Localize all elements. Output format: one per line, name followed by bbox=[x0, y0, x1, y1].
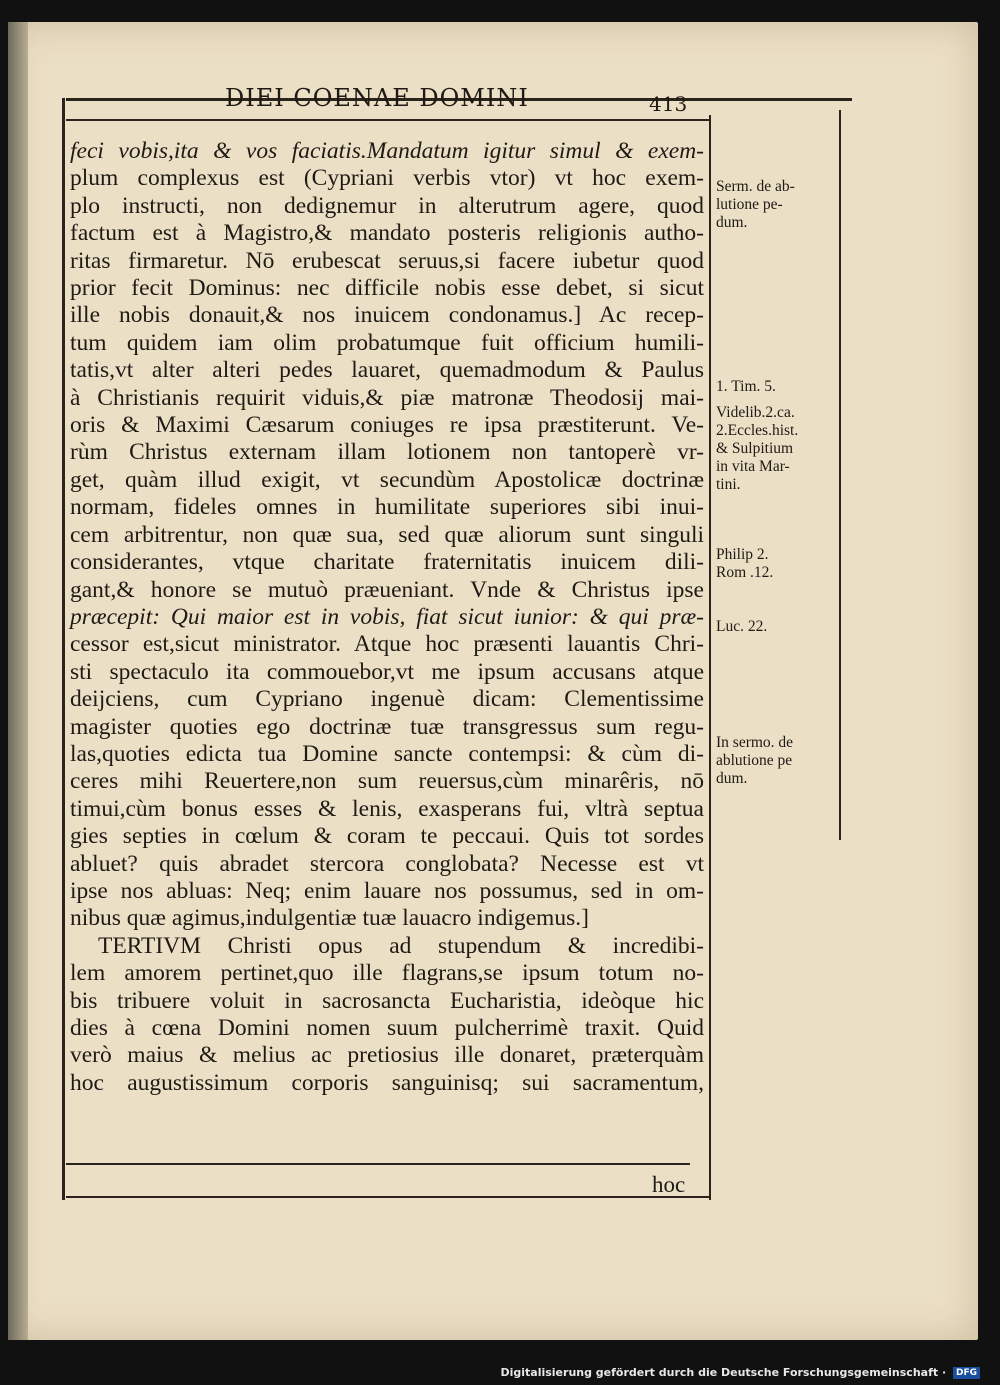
margin-note bbox=[716, 378, 844, 396]
main-text bbox=[70, 138, 712, 1097]
text-line: abluet? quis abradet stercora conglobata? Necesse est vt bbox=[70, 850, 704, 877]
text-line: factum est à Magistro,& mandato posteris religionis autho- bbox=[70, 220, 704, 247]
text-line: gies septies in cœlum & coram te peccaui. Quis tot sordes bbox=[70, 823, 704, 850]
page-number: 413 bbox=[649, 92, 688, 116]
text-line: ritas firmaretur. Nō erubescat seruus,si facere iubetur quod bbox=[70, 247, 704, 274]
catchword: hoc bbox=[652, 1172, 686, 1197]
text-line: TERTIVM Christi opus ad stupendum & incredibi- bbox=[98, 932, 704, 959]
text-line: nibus quæ agimus,indulgentiæ tuæ lauacro indigemus.] bbox=[70, 905, 589, 932]
text-line: plum complexus est (Cypriani verbis vtor) vt hoc exem- bbox=[70, 165, 704, 192]
margin-note bbox=[716, 734, 844, 788]
text-line: get, quàm illud exigit, vt secundùm Apostolicæ doctrinæ bbox=[70, 466, 704, 493]
text-line: ceres mihi Reuertere,non sum reuersus,cùm minarêris, nō bbox=[70, 768, 704, 795]
margin-note-line: In sermo. de bbox=[716, 734, 794, 751]
margin-note-line: Philip 2. bbox=[716, 546, 769, 563]
running-head: DIEI COENAE DOMINI bbox=[225, 84, 529, 112]
text-line: bis tribuere voluit in sacrosancta Eucharistia, ideòque hic bbox=[70, 987, 704, 1014]
text-line: rùm Christus externam illam lotionem non tantoperè vr- bbox=[70, 439, 704, 466]
margin-note-line: & Sulpitium bbox=[716, 440, 794, 457]
footer-text: Digitalisierung gefördert durch die Deutsche Forschungsgemeinschaft bbox=[500, 1366, 939, 1379]
left-rule bbox=[62, 98, 65, 1200]
margin-note-line: Luc. 22. bbox=[716, 618, 768, 635]
margin-note-line: lutione pe- bbox=[716, 196, 783, 213]
text-line: cessor est,sicut ministrator. Atque hoc præsenti lauantis Chri- bbox=[70, 631, 704, 658]
margin-note-line: in vita Mar- bbox=[716, 458, 790, 475]
dfg-logo: DFG bbox=[953, 1367, 980, 1379]
text-line: ipse nos abluas: Neq; enim lauare nos possumus, sed in om- bbox=[70, 877, 704, 904]
margin-note bbox=[716, 404, 844, 494]
text-line: magister quoties ego doctrinæ tuæ transgressus sum regu- bbox=[70, 713, 704, 740]
text-line: lem amorem pertinet,quo ille flagrans,se ipsum totum no- bbox=[70, 960, 704, 987]
header-underline bbox=[66, 119, 711, 121]
text-line: normam, fideles omnes in humilitate superiores sibi inui- bbox=[70, 494, 704, 521]
margin-note-line: dum. bbox=[716, 214, 748, 231]
bottom-rule bbox=[66, 1163, 690, 1165]
text-line: dies à cœna Domini nomen suum pulcherrimè traxit. Quid bbox=[70, 1015, 704, 1041]
margin-note-line: Videlib.2.ca. bbox=[716, 404, 795, 421]
margin-note-line: dum. bbox=[716, 770, 748, 787]
margin-note bbox=[716, 618, 844, 636]
margin-note-line: 1. Tim. 5. bbox=[716, 378, 776, 395]
text-line: cem arbitrentur, non quæ sua, sed quæ aliorum sunt singuli bbox=[70, 521, 704, 548]
text-line: deijciens, cum Cypriano ingenuè dicam: Clementissime bbox=[70, 686, 704, 713]
text-line: las,quoties edicta tua Domine sancte contempsi: & cùm di- bbox=[70, 740, 704, 767]
margin-note-line: tini. bbox=[716, 476, 741, 493]
text-line: à Christianis requirit viduis,& piæ matronæ Theodosij mai- bbox=[70, 384, 704, 411]
text-line: plo instructi, non dedignemur in alterutrum agere, quod bbox=[70, 192, 704, 219]
text-line: tatis,vt alter alteri pedes lauaret, quemadmodum & Paulus bbox=[70, 357, 704, 384]
page-edge bbox=[8, 22, 28, 1340]
margin-note-line: 2.Eccles.hist. bbox=[716, 422, 799, 439]
text-line: gant,& honore se mutuò præueniant. Vnde & Christus ipse bbox=[70, 576, 704, 603]
margin-note-line: ablutione pe bbox=[716, 752, 793, 769]
bottom-frame-rule bbox=[66, 1196, 711, 1198]
footer-credit: Digitalisierung gefördert durch die Deutsche Forschungsgemeinschaft · DFG bbox=[0, 1366, 980, 1379]
margin-note bbox=[716, 178, 844, 232]
text-line: oris & Maximi Cæsarum coniuges re ipsa præstiterunt. Ve- bbox=[70, 412, 704, 439]
text-line: considerantes, vtque charitate fraternitatis inuicem dili- bbox=[70, 549, 704, 576]
text-line: timui,cùm bonus esses & lenis, exasperans fui, vltrà septua bbox=[70, 795, 704, 822]
text-line: hoc augustissimum corporis sanguinisq; sui sacramentum, bbox=[70, 1069, 704, 1096]
margin-note-line: Rom .12. bbox=[716, 564, 774, 581]
text-line: sti spectaculo ita commouebor,vt me ipsum accusans atque bbox=[70, 658, 704, 685]
margin-note bbox=[716, 546, 844, 582]
text-line: feci vobis,ita & vos faciatis.Mandatum igitur simul & exem- bbox=[70, 138, 704, 164]
text-line: verò maius & melius ac pretiosius ille donaret, præterquàm bbox=[70, 1042, 704, 1069]
text-line: ille nobis donauit,& nos inuicem condonamus.] Ac recep- bbox=[70, 302, 704, 329]
text-line: præcepit: Qui maior est in vobis, fiat sicut iunior: & qui præ- bbox=[70, 603, 704, 630]
text-line: tum quidem iam olim probatumque fuit officium humili- bbox=[70, 329, 704, 356]
margin-note-line: Serm. de ab- bbox=[716, 178, 795, 195]
text-line: prior fecit Dominus: nec difficile nobis esse debet, si sicut bbox=[70, 275, 704, 302]
